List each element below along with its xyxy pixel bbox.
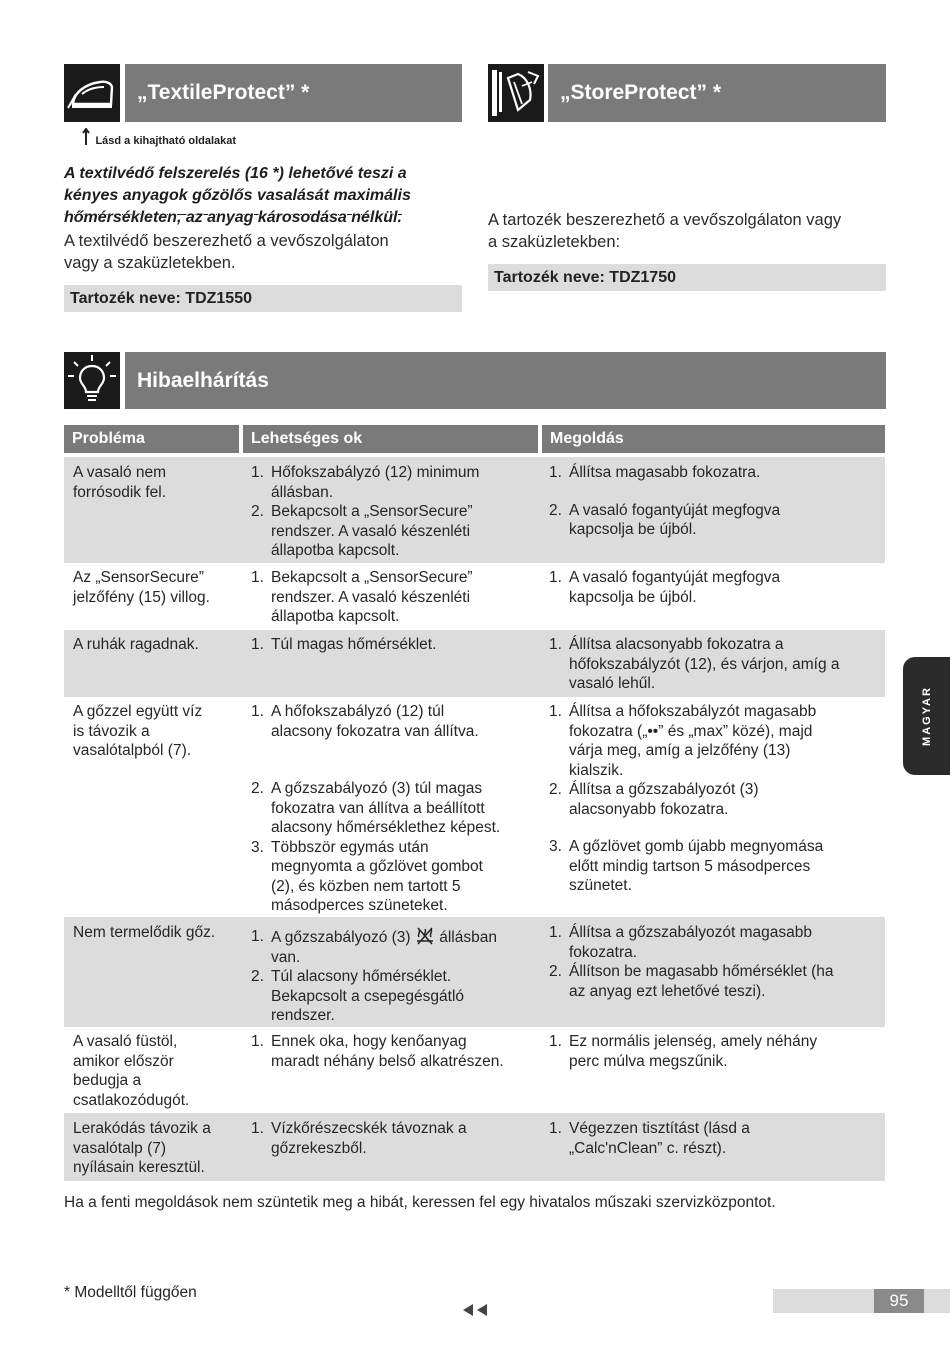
language-tab-label: MAGYAR [920,686,933,746]
column-header-problem: Probléma [64,425,239,453]
list-item: 1. Túl magas hőmérséklet. [251,636,437,653]
list-item: 3. Többször egymás után megnyomta a gőzlövet gombot (2), és közben nem tartott 5 másodperces szüneteket. [251,838,483,914]
causes-list [251,463,541,561]
fold-out-note [81,128,236,149]
list-item: 1. Állítsa alacsonyabb fokozatra a hőfokszabályzót (12), és várjon, amíg a vasaló lehűl. [549,636,840,692]
list-item: 1. Bekapcsolt a „SensorSecure” rendszer. A vasaló készenléti állapotba kapcsolt. [251,569,473,625]
causes-list [251,1032,541,1071]
table-row: A gőzzel együtt víz is távozik a vasalótalpból (7). [73,703,203,759]
store-protect-title: „StoreProtect” * [548,64,886,122]
list-item: 1. Ez normális jelenség, amely néhány perc múlva megszűnik. [549,1033,818,1070]
solutions-list [549,1119,884,1158]
list-item: 3. A gőzlövet gomb újabb megnyomása előtt mindig tartson 5 másodperces szünetet. [549,838,824,894]
textile-intro: A textilvédő felszerelés (16 *) lehetővé teszi a kényes anyagok gőzölős vasalását maximális hőmérsékleten, az anyag károsodása nélkül. [64,165,411,226]
list-item: 1. A gőzszabályozó (3) állásban van. [251,928,497,966]
footnote: * Modelltől függően [64,1284,197,1301]
causes-list [251,702,541,916]
solutions-list [549,923,884,1001]
list-item: 2. A gőzszabályozó (3) túl magas fokozatra van állítva a beállított alacsony hőmérséklethez képest. [251,780,501,836]
list-item: 1. A vasaló fogantyúját megfogva kapcsolja be újból. [549,569,781,606]
list-item: 1. A hőfokszabályzó (12) túl alacsony fokozatra van állítva. [251,703,479,740]
solutions-list [549,1032,884,1071]
list-item: 2. A vasaló fogantyúját megfogva kapcsolja be újból. [549,501,781,538]
table-row: A vasaló nem forrósodik fel. [73,464,167,501]
textile-protect-icon-box [64,64,120,122]
list-item: 2. Állítson be magasabb hőmérséklet (ha az anyag ezt lehetővé teszi). [549,963,834,1000]
column-header-causes: Lehetséges ok [243,425,538,453]
textile-protect-title: „TextileProtect” * [125,64,462,122]
list-item: 2. Állítsa a gőzszabályozót (3) alacsonyabb fokozatra. [549,781,759,818]
page-number: 95 [874,1289,924,1313]
solutions-list [549,568,884,607]
list-item: 2. Túl alacsony hőmérséklet. Bekapcsolt a csepegésgátló rendszer. [251,968,465,1024]
list-item: 1. Állítsa a gőzszabályozót magasabb fokozatra. [549,924,812,961]
solutions-list [549,702,884,896]
list-item: 1. Vízkőrészecskék távoznak a gőzrekeszből. [251,1120,467,1157]
solutions-list [549,463,884,540]
steam-off-icon [415,927,435,945]
causes-list [251,635,541,655]
table-row: Nem termelődik gőz. [73,924,216,941]
table-row: Lerakódás távozik a vasalótalp (7) nyílásain keresztül. [73,1120,211,1176]
column-header-solution: Megoldás [542,425,885,453]
store-accessory-name: Tartozék neve: TDZ1750 [488,264,886,291]
iron-icon [64,64,120,122]
iron-storage-icon [488,64,544,122]
troubleshooting-title: Hibaelhárítás [125,352,886,409]
arrow-up-icon [81,128,91,146]
solutions-list [549,635,884,694]
causes-list [251,1119,541,1158]
list-item: 2. Bekapcsolt a „SensorSecure” rendszer. A vasaló készenléti állapotba kapcsolt. [251,503,473,559]
troubleshooting-icon-box [64,352,120,409]
store-protect-icon-box [488,64,544,122]
list-item: 1. Hőfokszabályzó (12) minimum állásban. [251,464,480,501]
fold-out-note-text: Lásd a kihajtható oldalakat [95,135,237,147]
list-item: 1. Végezzen tisztítást (lásd a „Calc'nClean” c. részt). [549,1120,750,1157]
lightbulb-icon [64,352,120,409]
textile-body: A textilvédő beszerezhető a vevőszolgálaton vagy a szaküzletekben. [64,232,389,272]
list-item: 1. Állítsa a hőfokszabályzót magasabb fokozatra („••” és „max” közé), majd várja meg, amíg a jelzőfény (13) kialszik. [549,703,817,779]
causes-list [251,568,541,627]
table-row: Az „SensorSecure” jelzőfény (15) villog. [73,569,210,606]
table-row: A vasaló füstöl, amikor először bedugja a csatlakozódugót. [73,1033,190,1109]
back-arrows-icon[interactable] [461,1303,489,1317]
textile-accessory-name: Tartozék neve: TDZ1550 [64,285,462,312]
list-item: 1. Állítsa magasabb fokozatra. [549,464,761,481]
table-row: A ruhák ragadnak. [73,636,199,653]
language-tab [903,657,950,775]
causes-list [251,927,541,1026]
store-body: A tartozék beszerezhető a vevőszolgálaton vagy a szaküzletekben: [488,211,842,251]
list-item: 1. Ennek oka, hogy kenőanyag maradt néhány belső alkatrészen. [251,1033,504,1070]
closing-note: Ha a fenti megoldások nem szüntetik meg a hibát, keressen fel egy hivatalos műszaki szervizközpontot. [64,1194,776,1211]
